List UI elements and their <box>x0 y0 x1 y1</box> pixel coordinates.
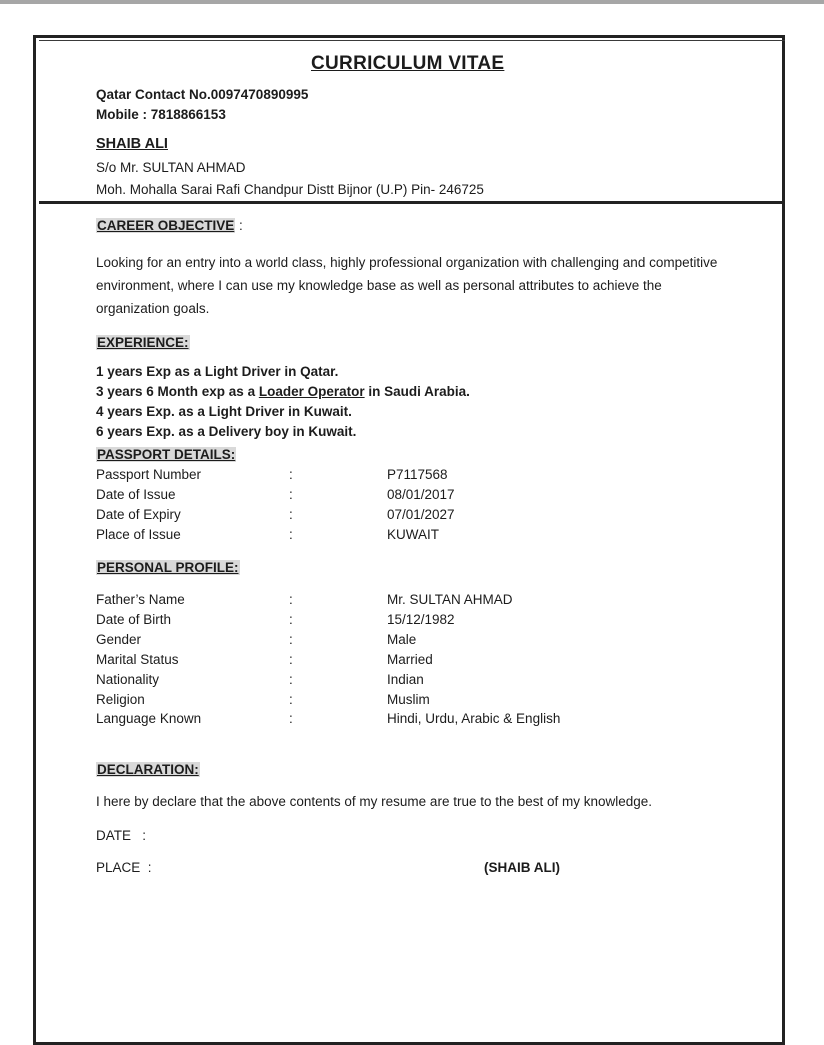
profile-label: Religion <box>96 692 145 707</box>
passport-label: Passport Number <box>96 467 202 482</box>
section-rule <box>39 201 785 204</box>
passport-value: P7117568 <box>387 467 448 482</box>
document-title: CURRICULUM VITAE <box>311 53 505 74</box>
signature-name: (SHAIB ALI) <box>484 860 560 875</box>
career-objective-heading: CAREER OBJECTIVE : <box>97 218 243 233</box>
profile-label: Date of Birth <box>96 612 172 627</box>
passport-value: 08/01/2017 <box>387 487 455 502</box>
experience-item: 6 years Exp. as a Delivery boy in Kuwait. <box>96 424 357 439</box>
passport-value: KUWAIT <box>387 527 439 542</box>
profile-value: 15/12/1982 <box>387 612 455 627</box>
profile-value: Indian <box>387 672 424 687</box>
candidate-name: SHAIB ALI <box>96 136 168 152</box>
profile-label: Gender <box>96 632 142 647</box>
profile-colon: : <box>289 711 293 726</box>
passport-colon: : <box>289 487 293 502</box>
profile-colon: : <box>289 672 293 687</box>
passport-colon: : <box>289 527 293 542</box>
date-label: DATE : <box>96 828 147 843</box>
passport-label: Date of Issue <box>96 487 176 502</box>
profile-label: Nationality <box>96 672 160 687</box>
profile-value: Married <box>387 652 433 667</box>
profile-label: Father’s Name <box>96 592 185 607</box>
experience-item: 1 years Exp as a Light Driver in Qatar. <box>96 364 339 379</box>
passport-heading: PASSPORT DETAILS: <box>97 447 236 462</box>
passport-colon: : <box>289 507 293 522</box>
career-objective-text: Looking for an entry into a world class, highly professional organization with challenging and competitive environment, where I can use my knowledge base as well as personal attributes to achieve the organization goals. <box>96 255 718 316</box>
declaration-text: I here by declare that the above contents of my resume are true to the best of my knowledge. <box>96 794 653 809</box>
profile-value: Male <box>387 632 417 647</box>
passport-label: Date of Expiry <box>96 507 181 522</box>
inner-border-top <box>39 40 785 41</box>
passport-label: Place of Issue <box>96 527 181 542</box>
passport-value: 07/01/2027 <box>387 507 455 522</box>
parent-name: S/o Mr. SULTAN AHMAD <box>96 160 246 175</box>
address: Moh. Mohalla Sarai Rafi Chandpur Distt Bijnor (U.P) Pin- 246725 <box>96 182 484 197</box>
top-edge <box>0 0 824 4</box>
profile-colon: : <box>289 652 293 667</box>
profile-value: Mr. SULTAN AHMAD <box>387 592 513 607</box>
profile-label: Language Known <box>96 711 202 726</box>
passport-colon: : <box>289 467 293 482</box>
qatar-contact: Qatar Contact No.0097470890995 <box>96 87 309 102</box>
profile-value: Hindi, Urdu, Arabic & English <box>387 711 561 726</box>
profile-label: Marital Status <box>96 652 179 667</box>
experience-heading: EXPERIENCE: <box>97 335 189 350</box>
profile-colon: : <box>289 632 293 647</box>
declaration-heading: DECLARATION: <box>97 762 199 777</box>
mobile-number: Mobile : 7818866153 <box>96 107 226 122</box>
place-label: PLACE : <box>96 860 152 875</box>
profile-value: Muslim <box>387 692 430 707</box>
experience-item: 4 years Exp. as a Light Driver in Kuwait. <box>96 404 352 419</box>
profile-colon: : <box>289 612 293 627</box>
experience-item: 3 years 6 Month exp as a Loader Operator in Saudi Arabia. <box>96 384 470 399</box>
personal-profile-heading: PERSONAL PROFILE: <box>97 560 239 575</box>
profile-colon: : <box>289 592 293 607</box>
profile-colon: : <box>289 692 293 707</box>
